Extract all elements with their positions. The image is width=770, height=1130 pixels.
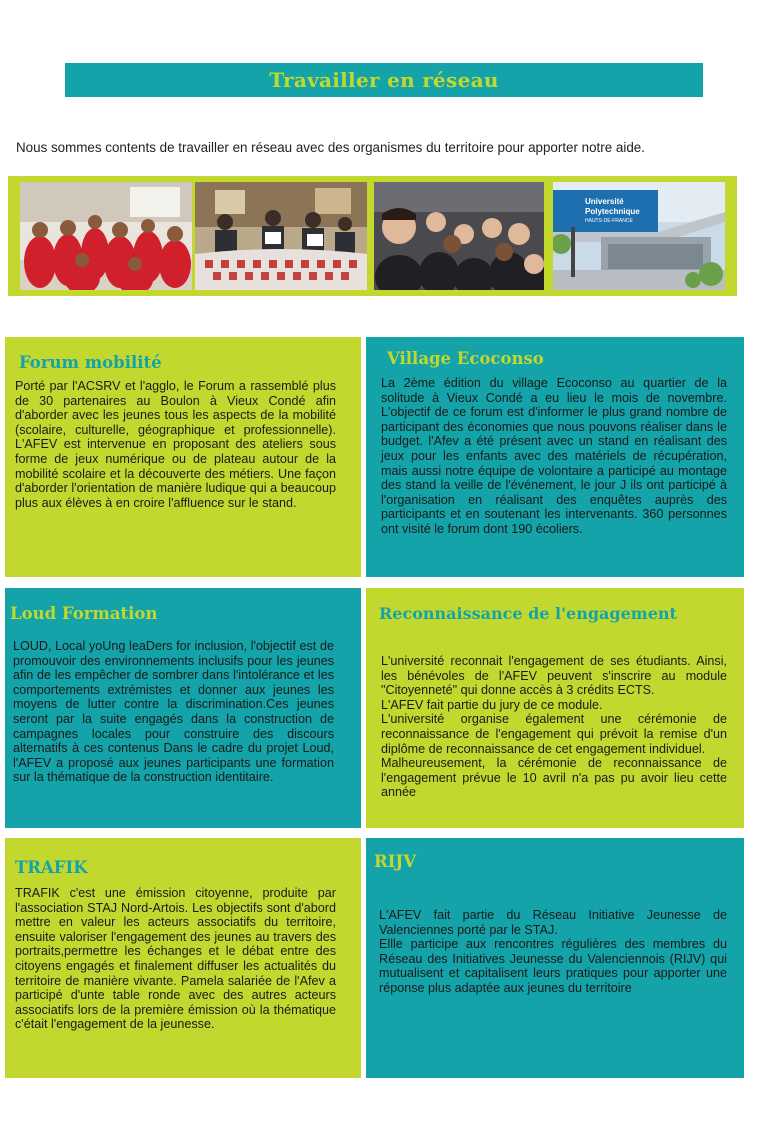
card-title: Reconnaissance de l'engagement — [379, 604, 677, 623]
group-photo-selfie — [374, 182, 544, 290]
card-rijv — [366, 838, 744, 1078]
card-paragraph: Malheureusement, la cérémonie de reconnaissance de l'engagement prévue le 10 avril n'a pas pu avoir lieu cette année — [381, 756, 727, 800]
building-sign-line1: Université — [585, 197, 624, 206]
card-title: TRAFIK — [15, 858, 88, 877]
card-village-ecoconso — [366, 337, 744, 577]
card-body: La 2ème édition du village Ecoconso au quartier de la solitude à Vieux Condé a eu lieu le mois de novembre. L'objectif de ce forum est d'informer le plus grand nombre de participant des économies que nous pouvons réaliser dans le budget. l'Afev a été présent avec un stand en réalisant des jeux pour les enfants avec des matériels de récupération, mais aussi notre équipe de volontaire a participé au montage des stand la veille de l'événement, le jour J ils ont participé à l'organisation en réalisant des enquêtes auprès des participants et en soutenant les intervenants. 360 personnes ont visité le forum dont 190 écoliers. — [381, 376, 727, 536]
card-title: Loud Formation — [10, 604, 158, 623]
building-sign-line2: Polytechnique — [585, 207, 640, 216]
card-paragraph: L'AFEV fait partie du jury de ce module. — [381, 697, 603, 712]
group-photo-red-shirts — [20, 182, 192, 290]
card-paragraph: L'université organise également une cérémonie de reconnaissance de l'engagement qui prévoit la remise d'un diplôme de reconnaissance de cet engagement individuel. — [381, 712, 727, 756]
photo-strip — [8, 176, 737, 296]
building-sign-line3: HAUTS-DE-FRANCE — [585, 218, 633, 224]
card-body: TRAFIK c'est une émission citoyenne, produite par l'association STAJ Nord-Artois. Les objectifs sont d'abord mettre en valeur les acteurs associatifs du territoire, ensuite valoriser l'engagement des jeunes au travers des portraits,permettre les échanges et le débat entre des citoyens engagés et finalement diffuser les actualités du territoire de manière vivante. Pamela salariée de l'Afev a participé d'unte table ronde avec des autres acteurs associatifs lors de la première émission où la thématique c'était l'engagement de la jeunesse. — [15, 886, 336, 1032]
card-title: RIJV — [374, 852, 417, 871]
card-paragraph: L'université reconnait l'engagement de ses étudiants. Ainsi, les bénévoles de l'AFEV peuvent s'inscrire au module "Citoyenneté" qui donne accès à 3 crédits ECTS. — [381, 654, 727, 698]
card-trafik — [5, 838, 361, 1078]
card-forum-mobilite — [5, 337, 361, 577]
card-title: Village Ecoconso — [387, 349, 544, 368]
card-reconnaissance-engagement — [366, 588, 744, 828]
card-title: Forum mobilité — [19, 353, 162, 372]
card-loud-formation — [5, 588, 361, 828]
card-body — [381, 654, 727, 800]
card-body: Porté par l'ACSRV et l'agglo, le Forum a rassemblé plus de 30 partenaires au Boulon à Vieux Condé afin d'aborder avec les jeunes tous les aspects de la mobilité (scolaire, culturelle, géographique et professionnelle). L'AFEV est intervenue en proposant des ateliers sous forme de jeux numérique ou de plateau autour de la mobilité scolaire et la découverte des métiers. Une façon d'aborder l'orientation de manière ludique qui a beaucoup plus aux élèves à en croire l'affluence sur le stand. — [15, 379, 336, 510]
title-banner — [65, 63, 703, 97]
university-building-photo — [553, 182, 725, 290]
card-paragraph: L'AFEV fait partie du Réseau Initiative Jeunesse de Valenciennes porté par le STAJ. — [379, 908, 727, 937]
group-photo-table-event — [195, 182, 367, 290]
card-body — [379, 908, 727, 996]
page-title: Travailler en réseau — [269, 68, 499, 92]
intro-text: Nous sommes contents de travailler en réseau avec des organismes du territoire pour apporter notre aide. — [16, 140, 645, 155]
card-paragraph: Ellle participe aux rencontres régulières des membres du Réseau des Initiatives Jeunesse du Valenciennois (RIJV) qui mutualisent et capitalisent leurs pratiques pour apporter une réponse plus adaptée aux jeunes du territoire — [379, 937, 727, 995]
card-body: LOUD, Local yoUng leaDers for inclusion, l'objectif est de promouvoir des environnements inclusifs pour les jeunes afin de les empêcher de sombrer dans l'intolérance et les comportements extrémistes et donner aux jeunes les moyens de lutter contre la discrimination.Ces jeunes seront par la suite engagés dans la construction de campagnes locales pour construire des discours alternatifs à ces contenus Dans le cadre du projet Loud, l'AFEV a proposé aux jeunes participants une formation sur la thématique de la construction identitaire. — [13, 639, 334, 785]
